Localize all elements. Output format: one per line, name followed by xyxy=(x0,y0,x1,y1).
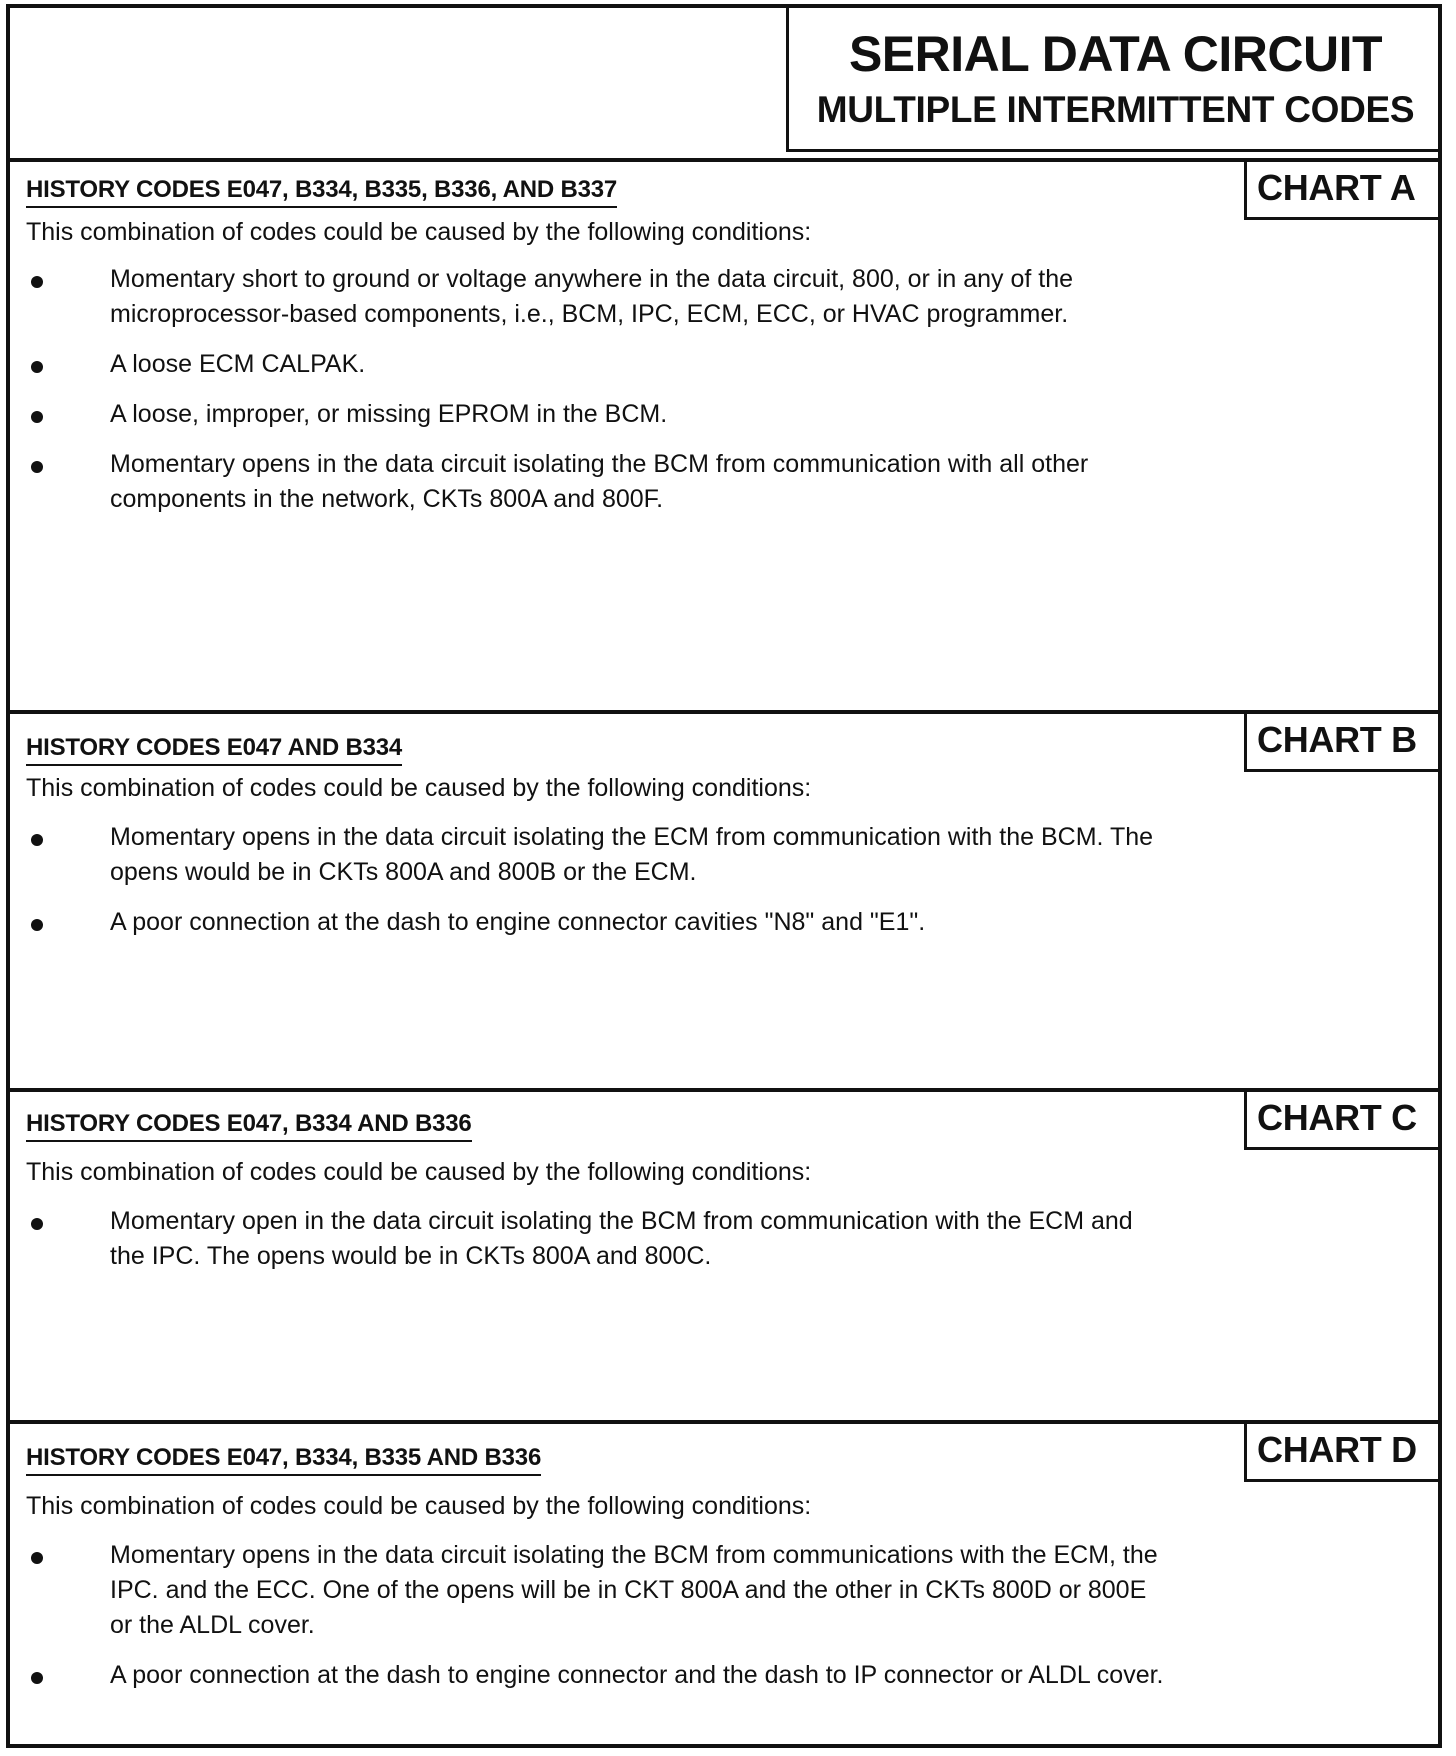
section-intro: This combination of codes could be caused by the following conditions: xyxy=(26,774,812,802)
bullet-icon xyxy=(31,1218,43,1230)
list-item xyxy=(26,905,1166,940)
bullet-icon xyxy=(31,461,43,473)
document-frame xyxy=(6,4,1442,1748)
bullet-icon xyxy=(31,411,43,423)
list-item xyxy=(26,1204,1166,1274)
bullet-icon xyxy=(31,276,43,288)
list-item-text: Momentary short to ground or voltage anywhere in the data circuit, 800, or in any of the microprocessor-based components, i.e., BCM, IPC, ECM, ECC, or HVAC programmer. xyxy=(110,265,1074,328)
section-chart-b xyxy=(10,710,1438,1092)
list-item-text: Momentary opens in the data circuit isolating the ECM from communication with the BCM. The opens would be in CKTs 800A and 800B or the ECM. xyxy=(110,823,1154,886)
list-item-text: Momentary opens in the data circuit isolating the BCM from communication with all other components in the network, CKTs 800A and 800F. xyxy=(110,450,1089,513)
list-item xyxy=(26,447,1166,517)
page-title: SERIAL DATA CIRCUIT xyxy=(848,26,1383,82)
chart-label-b: CHART B xyxy=(1244,714,1438,772)
list-item-text: Momentary opens in the data circuit isolating the BCM from communications with the ECM, the IPC. and the ECC. One of the opens will be in CKT 800A and the other in CKTs 800D or 800E or the ALDL cover. xyxy=(110,1541,1158,1639)
condition-list xyxy=(26,262,1166,532)
bullet-icon xyxy=(31,361,43,373)
list-item xyxy=(26,347,1166,382)
condition-list xyxy=(26,1538,1166,1708)
section-intro: This combination of codes could be caused by the following conditions: xyxy=(26,1158,812,1186)
section-chart-a xyxy=(10,158,1438,714)
condition-list xyxy=(26,1204,1166,1289)
section-heading: HISTORY CODES E047, B334, B335, B336, AND B337 xyxy=(26,176,617,208)
bullet-icon xyxy=(31,919,43,931)
list-item xyxy=(26,262,1166,332)
chart-label-a: CHART A xyxy=(1244,162,1438,220)
list-item-text: A poor connection at the dash to engine connector and the dash to IP connector or ALDL cover. xyxy=(110,1661,1164,1689)
list-item xyxy=(26,1658,1166,1693)
section-intro: This combination of codes could be caused by the following conditions: xyxy=(26,1492,812,1520)
bullet-icon xyxy=(31,834,43,846)
chart-label-d: CHART D xyxy=(1244,1424,1438,1482)
list-item-text: Momentary open in the data circuit isolating the BCM from communication with the ECM and the IPC. The opens would be in CKTs 800A and 800C. xyxy=(110,1207,1133,1270)
list-item xyxy=(26,820,1166,890)
section-chart-c xyxy=(10,1088,1438,1424)
page-subtitle: MULTIPLE INTERMITTENT CODES xyxy=(816,89,1415,130)
title-block xyxy=(786,8,1442,152)
chart-label-c: CHART C xyxy=(1244,1092,1438,1150)
list-item-text: A poor connection at the dash to engine connector cavities "N8" and "E1". xyxy=(110,908,926,936)
section-chart-d xyxy=(10,1420,1438,1746)
list-item xyxy=(26,397,1166,432)
list-item-text: A loose, improper, or missing EPROM in the BCM. xyxy=(110,400,668,428)
bullet-icon xyxy=(31,1552,43,1564)
bullet-icon xyxy=(31,1672,43,1684)
list-item-text: A loose ECM CALPAK. xyxy=(110,350,366,378)
condition-list xyxy=(26,820,1166,955)
section-heading: HISTORY CODES E047, B334 AND B336 xyxy=(26,1110,472,1142)
section-heading: HISTORY CODES E047 AND B334 xyxy=(26,734,402,766)
list-item xyxy=(26,1538,1166,1643)
section-heading: HISTORY CODES E047, B334, B335 AND B336 xyxy=(26,1444,541,1476)
section-intro: This combination of codes could be caused by the following conditions: xyxy=(26,218,812,246)
